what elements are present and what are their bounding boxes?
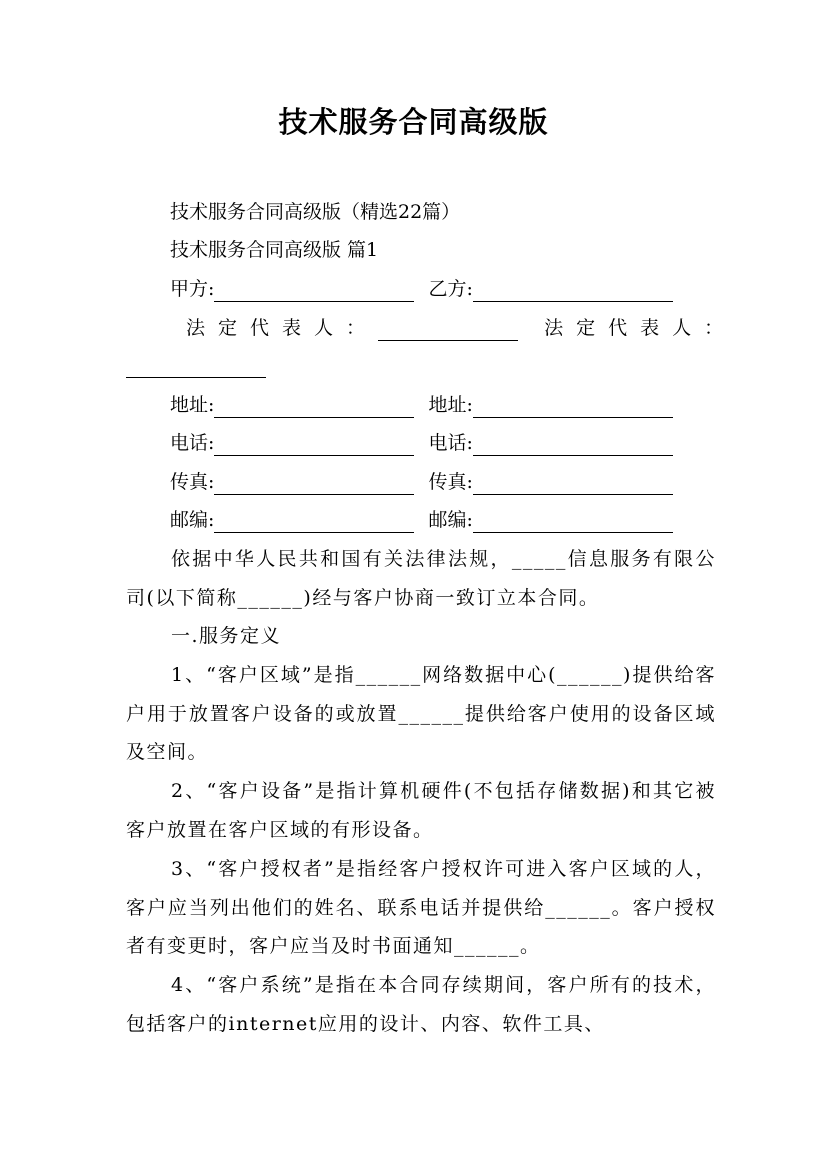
legal-rep-b-blank (126, 357, 266, 378)
fax-a-label: 传真: (170, 471, 215, 493)
party-b-label: 乙方: (428, 278, 473, 300)
postcode-a-label: 邮编: (170, 509, 215, 531)
paragraph-intro: 依据中华人民共和国有关法律法规，_____信息服务有限公司(以下简称______)经与客户协商一致订立本合同。 (126, 548, 716, 609)
postcode-b-blank (473, 512, 673, 533)
fax-a-blank (214, 474, 414, 495)
legal-rep-row (186, 315, 736, 341)
postcode-b-label: 邮编: (428, 509, 473, 531)
address-a-blank (214, 397, 414, 418)
fax-b-label: 传真: (428, 471, 473, 493)
phone-a-blank (214, 435, 414, 456)
legal-rep-b-label: 法定代表人： (544, 317, 737, 339)
paragraph-heading-service-definition: 一.服务定义 (171, 625, 282, 647)
document-subtitle: 技术服务合同高级版（精选22篇） (170, 201, 461, 223)
section-heading: 技术服务合同高级版 篇1 (170, 239, 379, 261)
party-b-blank (473, 281, 673, 302)
legal-rep-a-label: 法定代表人： (186, 317, 379, 339)
phone-b-label: 电话: (428, 432, 473, 454)
paragraph-4: 4、“客户系统”是指在本合同存续期间，客户所有的技术，包括客户的internet应用的设计、内容、软件工具、 (126, 974, 716, 1035)
field-row-fax (170, 469, 673, 495)
postcode-a-blank (214, 512, 414, 533)
paragraph-1: 1、“客户区域”是指______网络数据中心(______)提供给客户用于放置客户设备的或放置______提供给客户使用的设备区域及空间。 (126, 664, 716, 763)
phone-a-label: 电话: (170, 432, 215, 454)
party-a-blank (214, 281, 414, 302)
address-b-blank (473, 397, 673, 418)
address-a-label: 地址: (170, 394, 215, 416)
fax-b-blank (473, 474, 673, 495)
field-row-postcode (170, 507, 673, 533)
field-row-phone (170, 430, 673, 456)
party-a-label: 甲方: (170, 278, 215, 300)
party-row (170, 276, 673, 302)
address-b-label: 地址: (428, 394, 473, 416)
legal-rep-b-blank-row (126, 352, 266, 378)
field-row-address (170, 392, 673, 418)
legal-rep-a-blank (378, 320, 518, 341)
paragraph-2: 2、“客户设备”是指计算机硬件(不包括存储数据)和其它被客户放置在客户区域的有形设备。 (126, 780, 716, 841)
document-title: 技术服务合同高级版 (278, 105, 549, 139)
phone-b-blank (473, 435, 673, 456)
paragraph-3: 3、“客户授权者”是指经客户授权许可进入客户区域的人，客户应当列出他们的姓名、联系电话并提供给______。客户授权者有变更时，客户应当及时书面通知______。 (126, 858, 716, 957)
